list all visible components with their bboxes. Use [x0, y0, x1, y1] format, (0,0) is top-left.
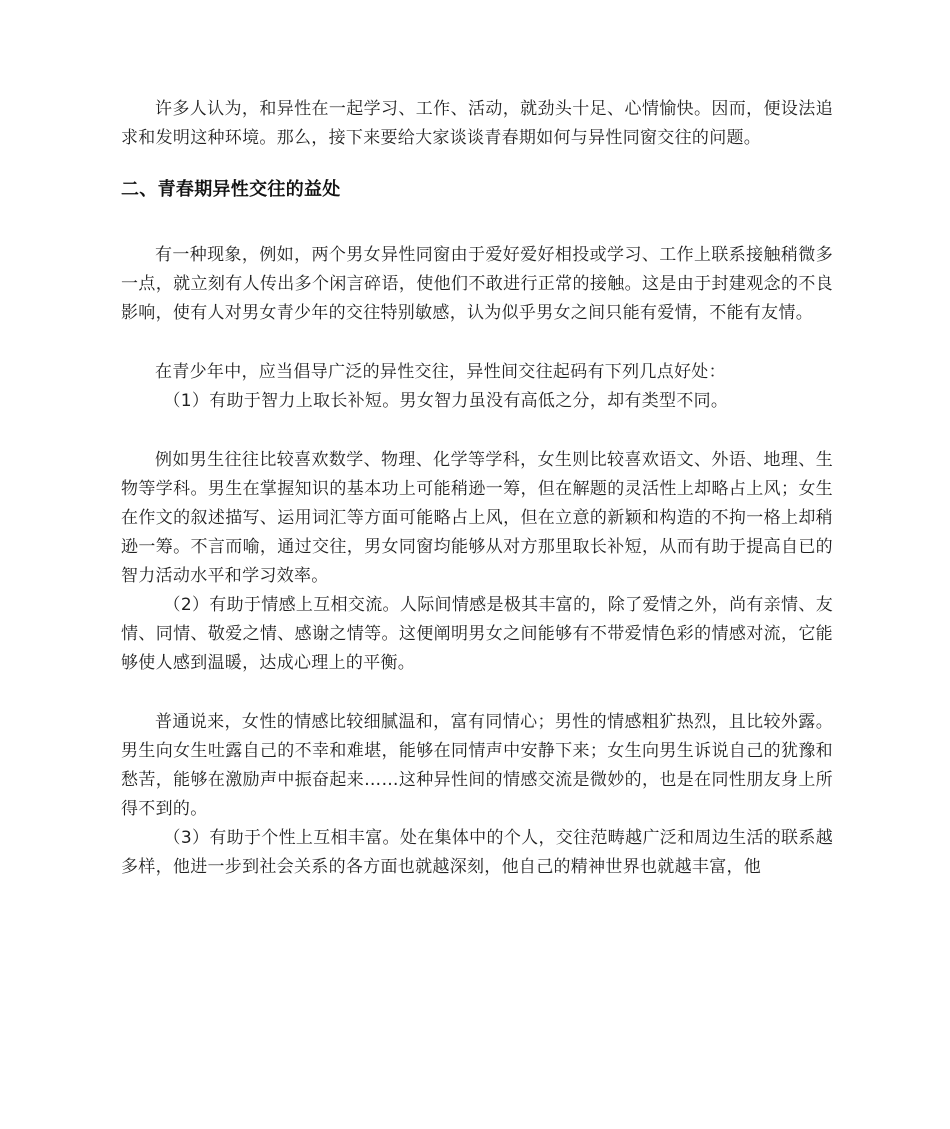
document-body: [121, 95, 833, 882]
body-paragraph: 有一种现象，例如，两个男女异性同窗由于爱好爱好相投或学习、工作上联系接触稍微多一点，就立刻有人传出多个闲言碎语，使他们不敢进行正常的接触。这是由于封建观念的不良影响，使有人对男女青少年的交往特别敏感，认为似乎男女之间只能有爱情，不能有友情。: [121, 245, 833, 323]
list-item-paragraph: （2）有助于情感上互相交流。人际间情感是极其丰富的，除了爱情之外，尚有亲情、友情、同情、敬爱之情、感谢之情等。这便阐明男女之间能够有不带爱情色彩的情感对流，它能够使人感到温暖，达成心理上的平衡。: [121, 595, 833, 673]
body-paragraph: 例如男生往往比较喜欢数学、物理、化学等学科，女生则比较喜欢语文、外语、地理、生物等学科。男生在掌握知识的基本功上可能稍逊一筹，但在解题的灵活性上却略占上风；女生在作文的叙述描写、运用词汇等方面可能略占上风，但在立意的新颖和构造的不拘一格上却稍逊一筹。不言而喻，通过交往，男女同窗均能够从对方那里取长补短，从而有助于提高自已的智力活动水平和学习效率。: [121, 450, 833, 586]
section-heading: 二、青春期异性交往的益处: [121, 179, 341, 200]
body-paragraph: 普通说来，女性的情感比较细腻温和，富有同情心；男性的情感粗犷热烈，且比较外露。男生向女生吐露自己的不幸和难堪，能够在同情声中安静下来；女生向男生诉说自己的犹豫和愁苦，能够在激励声中振奋起来……这种异性间的情感交流是微妙的，也是在同性朋友身上所得不到的。: [121, 712, 833, 819]
list-item-paragraph: （3）有助于个性上互相丰富。处在集体中的个人，交往范畴越广泛和周边生活的联系越多样，他进一步到社会关系的各方面也就越深刻，他自己的精神世界也就越丰富，他: [121, 828, 833, 877]
intro-paragraph: 许多人认为，和异性在一起学习、工作、活动，就劲头十足、心情愉快。因而，便设法追求和发明这种环境。那么，接下来要给大家谈谈青春期如何与异性同窗交往的问题。: [121, 99, 833, 148]
list-item-paragraph: （1）有助于智力上取长补短。男女智力虽没有高低之分，却有类型不同。: [163, 391, 729, 411]
body-paragraph: 在青少年中，应当倡导广泛的异性交往，异性间交往起码有下列几点好处：: [155, 362, 726, 382]
